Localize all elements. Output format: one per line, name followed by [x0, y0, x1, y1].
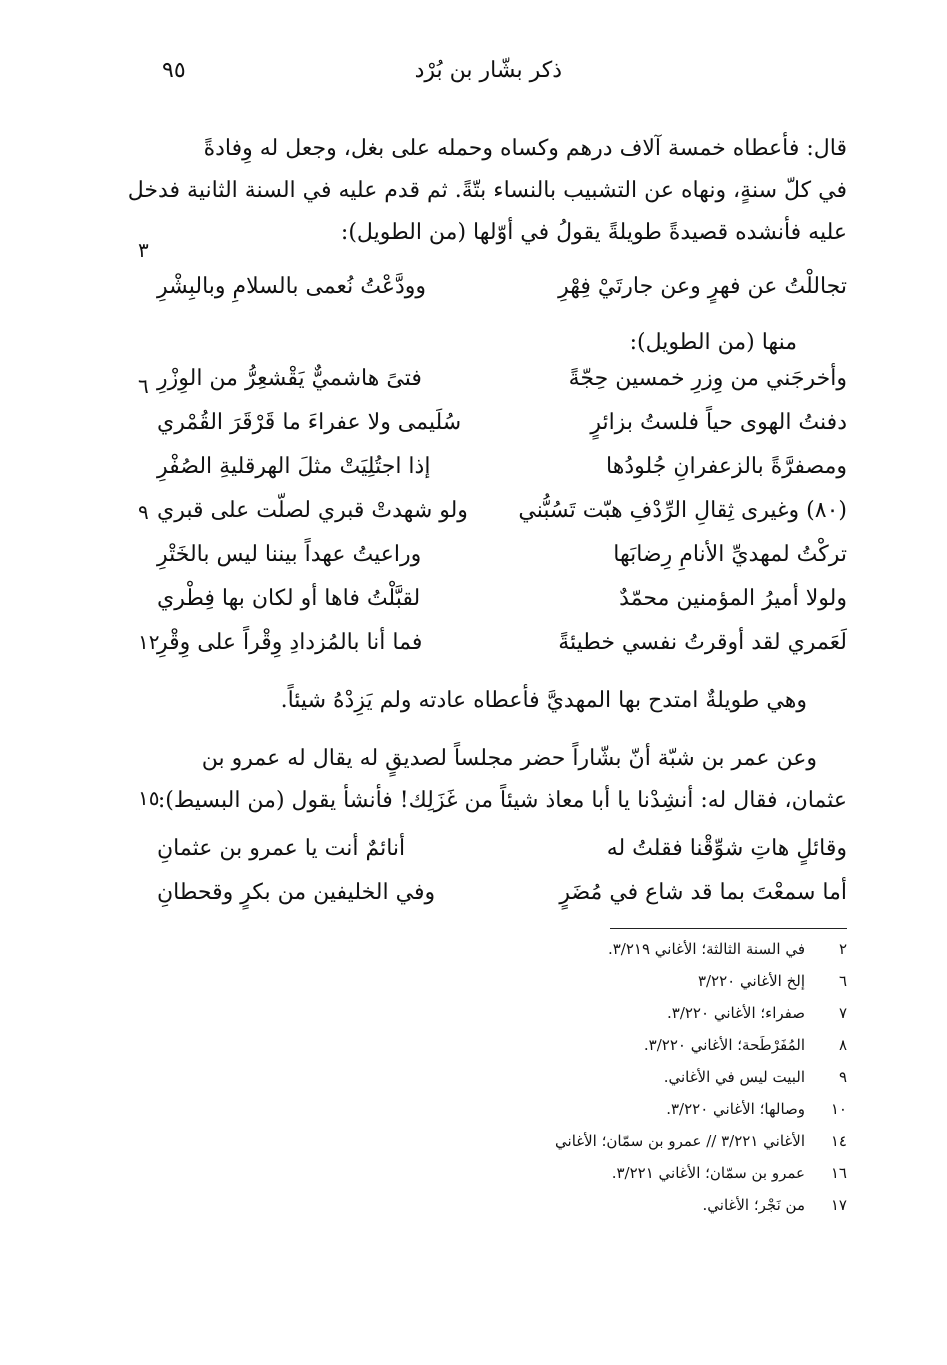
- text-line: في كلّ سنةٍ، ونهاه عن التشبيب بالنساء بتّةً. ثم قدم عليه في السنة الثانية فدخل: [127, 178, 847, 203]
- footnote: [666, 1100, 847, 1118]
- footnote-number: ٨: [838, 1036, 847, 1054]
- second-hemistich: سُلَيمى ولا عفراءَ ما قَرْقَرَ القُمْري: [157, 410, 462, 435]
- text-line: وعن عمر بن شبّة أنّ بشّاراً حضر مجلساً لصديقٍ له يقال له عمرو بن: [201, 746, 817, 771]
- footnote: [698, 972, 847, 990]
- text-line: قال: فأعطاه خمسة آلاف درهم وكساه وحمله على بغل، وجعل له وِفادةً: [203, 136, 847, 161]
- paragraph: [97, 128, 847, 254]
- running-header: [140, 58, 807, 98]
- footnote-number: ١٧: [830, 1196, 847, 1214]
- verse-line: [157, 836, 847, 876]
- first-hemistich: لَعَمري لقد أوقرتُ نفسي خطيئةً: [558, 630, 847, 655]
- verse-line: [157, 454, 847, 494]
- footnote-text: صفراء؛ الأغاني ٣/٢٢٠.: [666, 1004, 805, 1022]
- footnote-text: من نَجْر؛ الأغاني.: [702, 1196, 805, 1214]
- verse-line: [157, 630, 847, 670]
- first-hemistich: دفنتُ الهوى حياً فلستُ بزائرٍ: [590, 410, 847, 435]
- first-hemistich: ولولا أميرُ المؤمنين محمّدٌ: [619, 586, 847, 611]
- footnote: [644, 1036, 847, 1054]
- footnote-text: إلخ الأغاني ٣/٢٢٠: [697, 972, 805, 990]
- text-line: وهي طويلةٌ امتدح بها المهديَّ فأعطاه عادته ولم يَزِدْهُ شيئاً.: [280, 688, 807, 713]
- verse-line: [157, 274, 847, 314]
- verse-line: [157, 410, 847, 450]
- verse-line: [157, 586, 847, 626]
- second-hemistich: فما أنا بالمُزدادِ وِقْراً على وِقْرِ: [157, 630, 423, 655]
- margin-mark: (٨٠): [806, 498, 847, 523]
- footnote: [555, 1132, 847, 1150]
- chapter-title: ذكر بشّار بن بُرْد: [414, 58, 562, 83]
- first-hemistich: تركْتُ لمهديِّ الأنامِ رِضابَها: [613, 542, 847, 567]
- verse-line: [157, 498, 847, 538]
- footnote-text: وصالها؛ الأغاني ٣/٢٢٠.: [666, 1100, 805, 1118]
- footnote-number: ٧: [838, 1004, 847, 1022]
- footnote-number: ٦: [838, 972, 847, 990]
- footnote-number: ١٦: [830, 1164, 847, 1182]
- footnote-text: الأغاني ٣/٢٢١ // عمرو بن سمّان؛ الأغاني: [555, 1132, 805, 1150]
- paragraph: [97, 680, 807, 722]
- second-hemistich: لقبَّلْتُ فاها أو لكان بها فِطْري: [157, 586, 421, 611]
- first-hemistich: أما سمعْتَ بما قد شاع في مُضَرٍ: [559, 880, 847, 905]
- verse-line: [157, 366, 847, 406]
- text-line: عليه فأنشده قصيدةً طويلةً يقولُ في أوّلها (من الطويل):: [340, 220, 847, 245]
- text-line: منها (من الطويل):: [629, 330, 797, 355]
- line-number: ٣: [138, 238, 149, 262]
- first-hemistich: وقائلٍ هاتِ شوِّقْنا فقلتُ له: [606, 836, 847, 861]
- first-hemistich: [518, 498, 847, 523]
- second-hemistich: وودَّعْتُ نُعمى بالسلامِ وبالبِشْرِ: [157, 274, 427, 299]
- footnote: [608, 940, 847, 958]
- line-number: ١٢: [138, 630, 160, 654]
- second-hemistich: ولو شهدتْ قبري لصلّت على قبري: [157, 498, 468, 523]
- second-hemistich: وفي الخليفين من بكرٍ وقحطانِ: [157, 880, 436, 905]
- first-hemistich: وأخرجَني من وِزرِ خمسين حِجّةً: [568, 366, 847, 391]
- first-hemistich: ومصفرَّةً بالزعفرانِ جُلودُها: [606, 454, 847, 479]
- footnote-text: في السنة الثالثة؛ الأغاني ٣/٢١٩.: [607, 940, 805, 958]
- second-hemistich: أنائمٌ أنت يا عمرو بن عثمانِ: [157, 836, 406, 861]
- footnote-number: ٩: [838, 1068, 847, 1086]
- line-number: ١٥: [138, 786, 160, 810]
- page-number: ٩٥: [162, 58, 186, 83]
- footnote-number: ١٤: [830, 1132, 847, 1150]
- footnote-divider: [610, 928, 847, 929]
- footnote-number: ١٠: [830, 1100, 847, 1118]
- second-hemistich: إذا اجتُلِيَتْ مثلَ الهرقليةِ الصُفْرِ: [157, 454, 431, 479]
- hemistich-text: وغيرى ثِقالِ الرِّدْفِ هبّت تَسُبُّني: [518, 498, 800, 523]
- paragraph: [97, 322, 797, 364]
- verse-line: [157, 880, 847, 920]
- first-hemistich: تجاللْتُ عن فهرٍ وعن جارتَيْ فِهْرِ: [558, 274, 847, 299]
- footnote: [703, 1196, 847, 1214]
- footnote: [667, 1004, 847, 1022]
- text-line: عثمان، فقال له: أنشِدْنا يا أبا معاذ شيئاً من غَزَلِك! فأنشأ يقول (من البسيط):: [157, 788, 847, 813]
- footnote-number: ٢: [838, 940, 847, 958]
- paragraph: [97, 738, 847, 822]
- footnote: [612, 1164, 847, 1182]
- second-hemistich: وراعيتُ عهداً بيننا ليس بالخَتْرِ: [157, 542, 422, 567]
- footnote-text: البيت ليس في الأغاني.: [663, 1068, 805, 1086]
- second-hemistich: فتىً هاشميٌّ يَقْشعِرُّ من الوِزْرِ: [157, 366, 422, 391]
- footnote-text: عمرو بن سمّان؛ الأغاني ٣/٢٢١.: [611, 1164, 805, 1182]
- footnote-text: المُفَرْطَحة؛ الأغاني ٣/٢٢٠.: [643, 1036, 805, 1054]
- line-number: ٩: [138, 500, 149, 524]
- verse-line: [157, 542, 847, 582]
- line-number: ٦: [138, 374, 149, 398]
- footnote: [664, 1068, 847, 1086]
